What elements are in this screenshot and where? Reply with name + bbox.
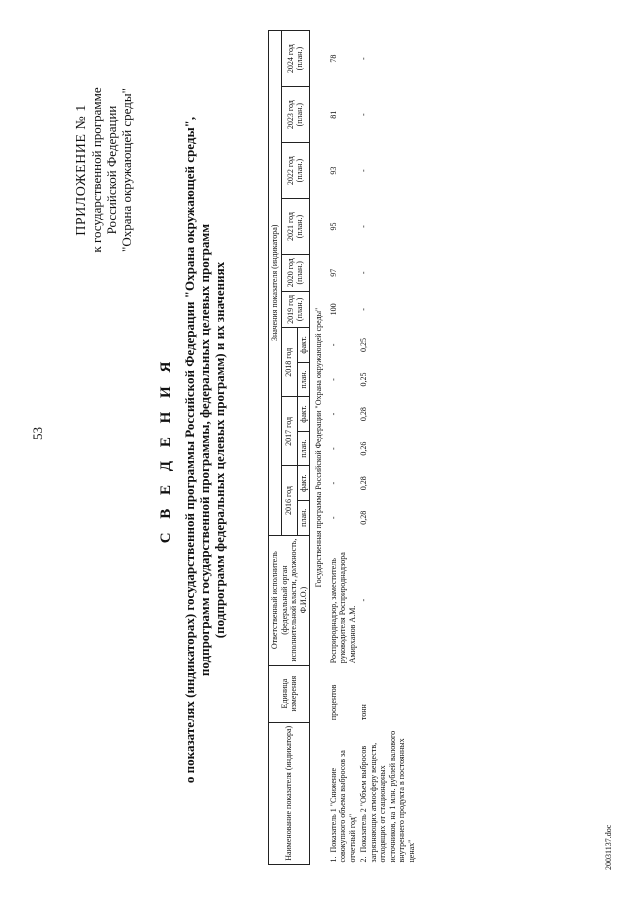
value-cell: 0,26 — [359, 441, 368, 456]
value-cell: 97 — [328, 268, 338, 277]
title-line-1: о показателях (индикаторах) государственной программы Российской Федерации "Охрана окружающей среды", — [182, 116, 197, 784]
value-cell: - — [359, 271, 368, 275]
header-executor: Ответственный исполнитель (федеральный орган исполнительной власти, должность, Ф.И.О.) — [269, 535, 310, 665]
value-cell: - — [359, 57, 368, 60]
appendix-heading: ПРИЛОЖЕНИЕ № 1 — [74, 104, 89, 236]
header-year-2023: 2023 год (план.) — [281, 87, 310, 143]
rotated-page-content — [72, 20, 612, 880]
appendix-line-3: "Охрана окружающей среды" — [119, 88, 134, 252]
value-cell: 95 — [328, 222, 338, 231]
header-values-group: Значения показателя (индикатора) — [269, 31, 282, 536]
header-fact-2018: факт. — [297, 328, 310, 363]
header-year-2017: 2017 год — [281, 397, 297, 466]
title-line-3: (подпрограмм федеральных целевых программ) и их значениях — [212, 261, 227, 639]
row-number: 1. — [328, 856, 338, 863]
value-cell: - — [328, 412, 338, 416]
header-year-2024: 2024 год (план.) — [281, 31, 310, 87]
header-indicator-name: Наименование показателя (индикатора) — [269, 722, 310, 864]
indicators-table — [268, 30, 417, 865]
value-cell: - — [359, 308, 368, 311]
document-code: 20031137.doc — [604, 824, 613, 870]
value-cell: 81 — [328, 110, 338, 119]
value-cell: 0,28 — [359, 510, 368, 525]
title-line-2: подпрограмм государственной программы, федеральных целевых программ — [197, 223, 212, 677]
value-cell: 0,28 — [359, 476, 368, 491]
indicator-name: Показатель 1 "Снижение совокупного объема выбросов за отчетный год" — [328, 750, 357, 863]
row-number: 2. — [359, 856, 368, 863]
header-plan-2017: план. — [297, 431, 310, 466]
document-title — [158, 60, 227, 840]
program-row: Государственная программа Российской Федерации "Охрана окружающей среды" — [314, 307, 323, 588]
header-fact-2017: факт. — [297, 397, 310, 432]
appendix-line-1: к государственной программе — [89, 87, 104, 253]
page-number: 53 — [30, 427, 45, 440]
title-main: С В Е Д Е Н И Я — [158, 356, 174, 544]
executor-cell: - — [359, 598, 368, 602]
value-cell: 0,28 — [359, 407, 368, 422]
table-row — [358, 31, 417, 865]
unit-cell: процентов — [328, 684, 338, 721]
indicator-name-cell — [358, 722, 417, 864]
header-plan-2016: план. — [297, 500, 310, 535]
appendix-line-2: Российской Федерации — [104, 105, 119, 235]
header-year-2016: 2016 год — [281, 466, 297, 535]
table-row — [328, 31, 359, 865]
indicator-name: Показатель 2 "Объем выбросов загрязняющих атмосферу веществ, отходящих от стационарных источников, на 1 млн. рублей валового внутреннего продукта в постоянных ценах" — [359, 730, 416, 863]
appendix-header — [74, 50, 134, 290]
value-cell: - — [328, 378, 338, 381]
value-cell: - — [328, 447, 338, 450]
value-cell: - — [328, 481, 338, 485]
header-year-2018: 2018 год — [281, 328, 297, 397]
executor-cell: Росприроднадзор, заместитель руководителя Росприроднадзора Амирханов А.М. — [328, 552, 357, 664]
value-cell: 0,25 — [359, 372, 368, 387]
header-year-2020: 2020 год (план.) — [281, 254, 310, 291]
value-cell: 93 — [328, 166, 338, 175]
value-cell: - — [359, 113, 368, 117]
indicator-name-cell — [328, 722, 359, 864]
unit-cell: тонн — [359, 704, 368, 721]
value-cell: - — [328, 516, 338, 520]
header-fact-2016: факт. — [297, 466, 310, 501]
value-cell: 0,25 — [359, 337, 368, 352]
header-year-2021: 2021 год (план.) — [281, 199, 310, 255]
value-cell: - — [328, 343, 338, 347]
value-cell: 78 — [328, 54, 338, 63]
header-year-2022: 2022 год (план.) — [281, 143, 310, 199]
value-cell: - — [359, 169, 368, 172]
header-unit: Единица измерения — [269, 665, 310, 722]
header-year-2019: 2019 год (план.) — [281, 291, 310, 328]
header-plan-2018: план. — [297, 362, 310, 397]
value-cell: 100 — [328, 303, 338, 316]
value-cell: - — [359, 225, 368, 228]
